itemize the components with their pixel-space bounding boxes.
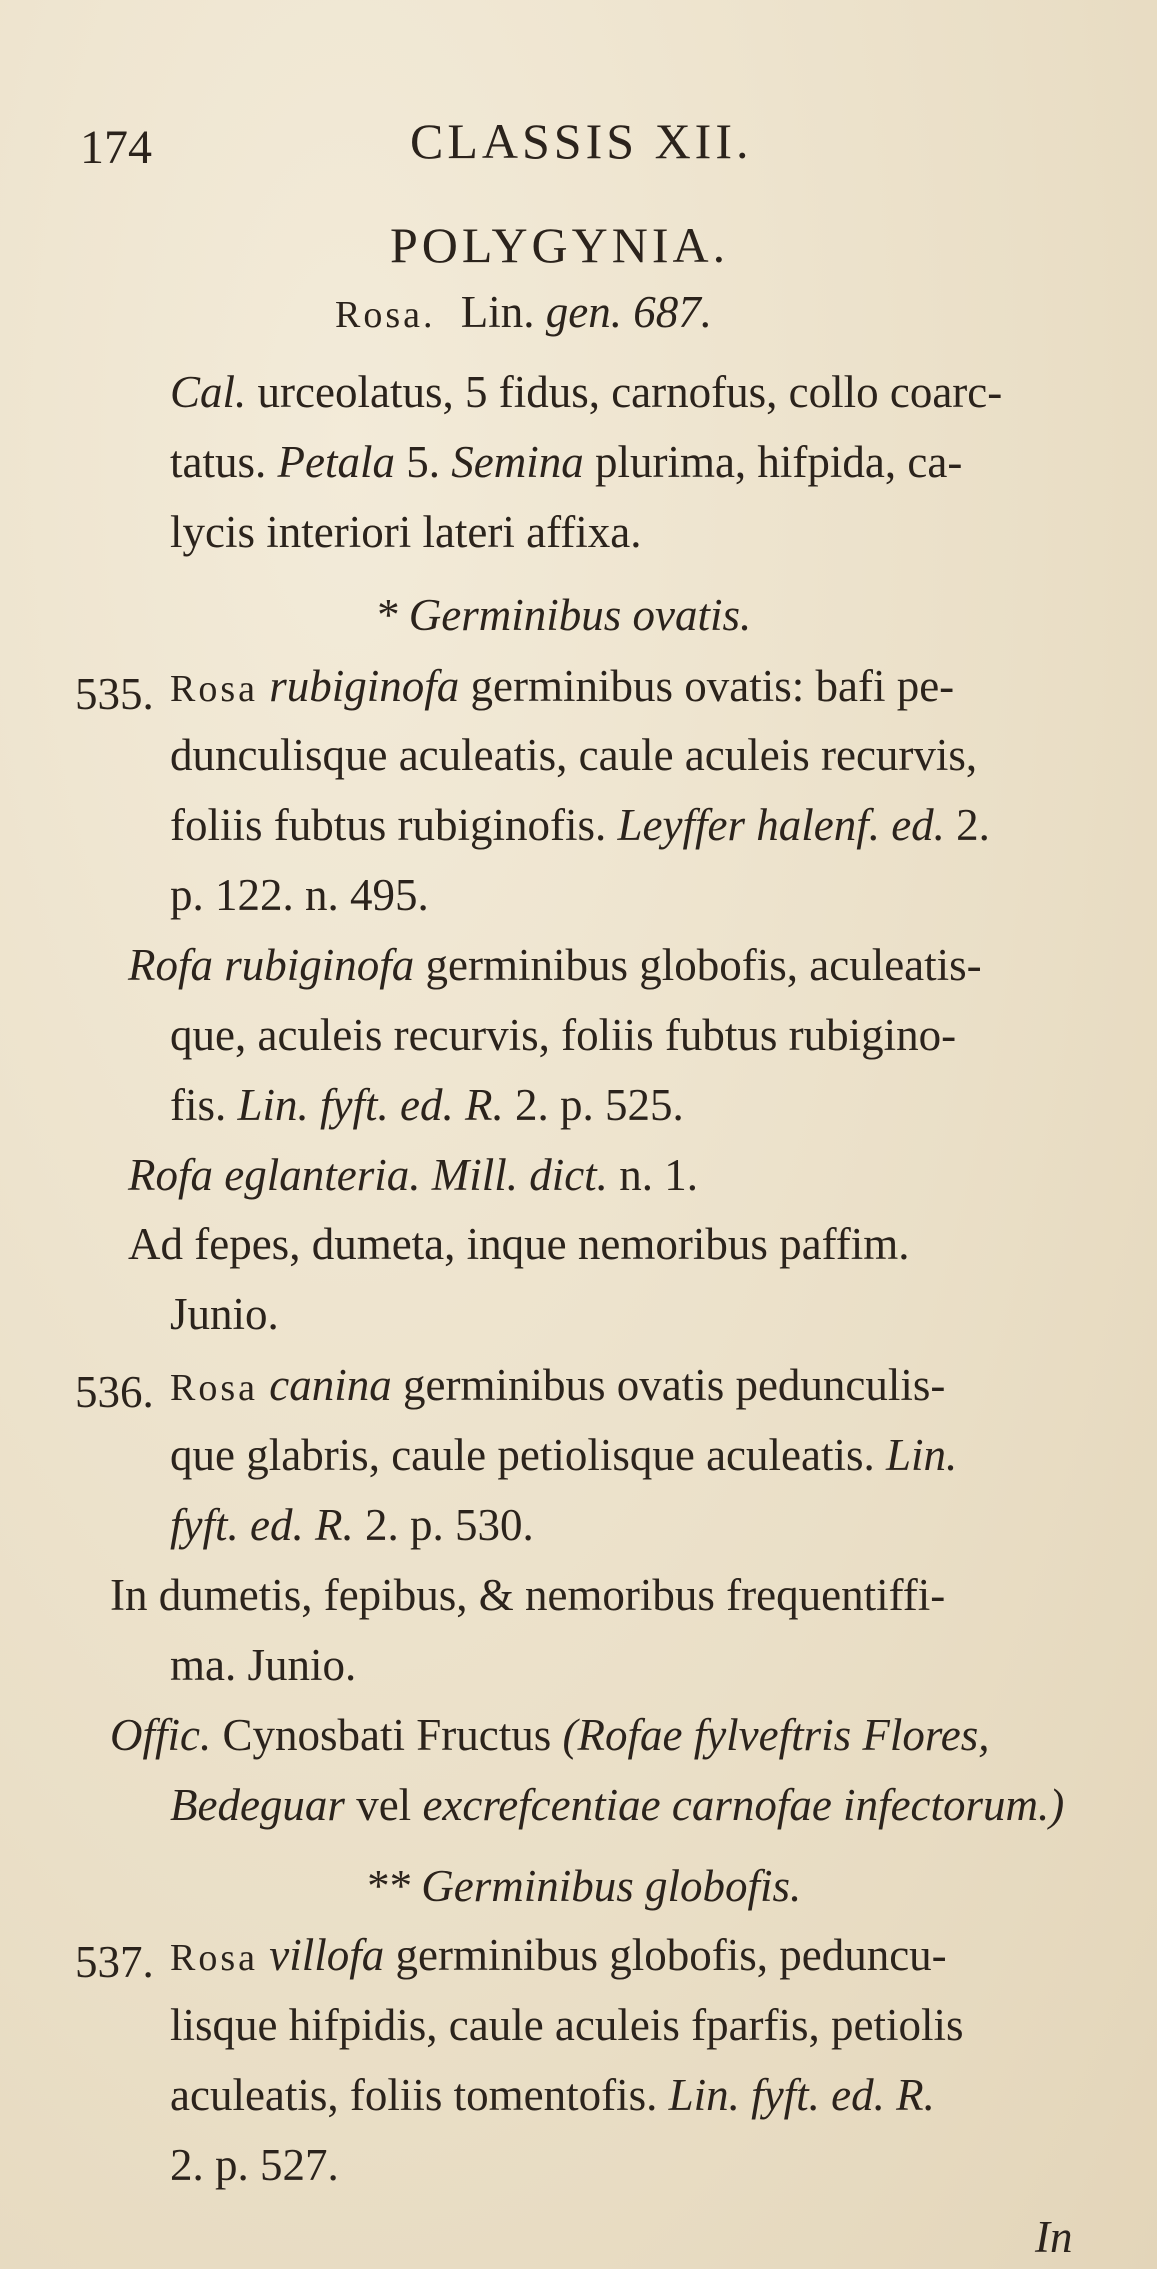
officinal-text: vel [356,1780,412,1830]
species-text: germinibus ovatis: bafi pe- [470,661,955,711]
description-line-1 [170,367,1003,417]
synonym-1-line-1 [128,940,982,990]
habitat-line-2: ma. Junio. [170,1640,357,1690]
offic-label: Offic. [110,1710,212,1760]
species-text: germinibus globofis, peduncu- [395,1930,947,1980]
description-text: plurima, hifpida, ca- [594,437,963,487]
species-text: 2. p. 530. [364,1500,534,1550]
species-536-line-1 [170,1360,946,1410]
species-epithet: villofa [269,1930,385,1980]
genus-ref-author: Lin. [460,287,535,337]
reference: fyft. ed. R. [170,1500,354,1550]
genus-name: Rosa [170,1367,258,1409]
genus-name: Rosa [170,1937,258,1979]
description-text: urceolatus, 5 fidus, carnofus, collo coarc- [257,367,1003,417]
habitat-line-2: Junio. [170,1289,279,1339]
description-line-3: lycis interiori lateri affixa. [170,507,642,557]
genus-name: Rosa [170,668,258,710]
species-535-line-1 [170,661,955,711]
species-text: foliis fubtus rubiginofis. [170,800,607,850]
officinal-text: (Rofae fylveftris Flores, [562,1710,990,1760]
synonym-1-line-3 [170,1080,684,1130]
species-536-line-2 [170,1430,958,1480]
synonym-text: 2. p. 525. [514,1080,684,1130]
officinal-text: Bedeguar [170,1780,345,1830]
species-text: que glabris, caule petiolisque aculeatis. [170,1430,875,1480]
description-text: 5. [406,437,440,487]
section-title: POLYGYNIA. [390,217,730,273]
species-535-line-3 [170,800,990,850]
cal-label: Cal. [170,367,247,417]
species-535-line-2: dunculisque aculeatis, caule aculeis recurvis, [170,730,978,780]
genus-name: Rosa. [335,294,436,336]
habitat-line-1: In dumetis, fepibus, & nemoribus frequentiffi- [110,1570,946,1620]
running-head: CLASSIS XII. [410,113,753,169]
synonym-1-line-2: que, aculeis recurvis, foliis fubtus rubigino- [170,1010,957,1060]
species-number: 536. [75,1367,154,1417]
species-535-line-4: p. 122. n. 495. [170,870,429,920]
officinal-line-2 [170,1780,1065,1830]
genus-line [335,287,712,337]
species-text: germinibus ovatis pedunculis- [402,1360,946,1410]
subgroup-heading: ** Germinibus globofis. [365,1861,802,1911]
species-epithet: rubiginofa [269,661,460,711]
species-text: aculeatis, foliis tomentofis. [170,2070,658,2120]
species-537-line-3 [170,2070,935,2120]
species-number: 535. [75,669,154,719]
page-number: 174 [80,121,152,174]
synonym-name: Rofa eglanteria. Mill. dict. [128,1150,608,1200]
synonym-text: fis. [170,1080,227,1130]
species-epithet: canina [269,1360,392,1410]
reference: Lin. fyft. ed. R. [668,2070,935,2120]
habitat-line-1: Ad fepes, dumeta, inque nemoribus paffim. [128,1219,910,1269]
species-537-line-1 [170,1930,947,1980]
petala-label: Petala [277,437,395,487]
officinal-line-1 [110,1710,990,1760]
genus-ref: gen. [545,287,622,337]
description-line-2 [170,437,963,487]
reference: Lin. fyft. ed. R. [237,1080,504,1130]
synonym-text: germinibus globofis, aculeatis- [425,940,982,990]
synonym-2 [128,1150,698,1200]
species-text: 2. [956,800,990,850]
species-536-line-3 [170,1500,534,1550]
reference: Lin. [886,1430,958,1480]
reference: Leyffer halenf. ed. [617,800,945,850]
catchword: In [1035,2212,1073,2262]
species-537-line-4: 2. p. 527. [170,2140,339,2190]
genus-ref-num: 687. [633,287,712,337]
synonym-text: n. 1. [619,1150,698,1200]
officinal-text: Cynosbati Fructus [222,1710,552,1760]
semina-label: Semina [451,437,584,487]
species-537-line-2: lisque hifpidis, caule aculeis fparfis, petiolis [170,2000,964,2050]
subgroup-heading: * Germinibus ovatis. [375,590,752,640]
description-text: tatus. [170,437,267,487]
officinal-text: excrefcentiae carnofae infectorum.) [422,1780,1065,1830]
species-number: 537. [75,1937,154,1987]
synonym-name: Rofa rubiginofa [128,940,415,990]
